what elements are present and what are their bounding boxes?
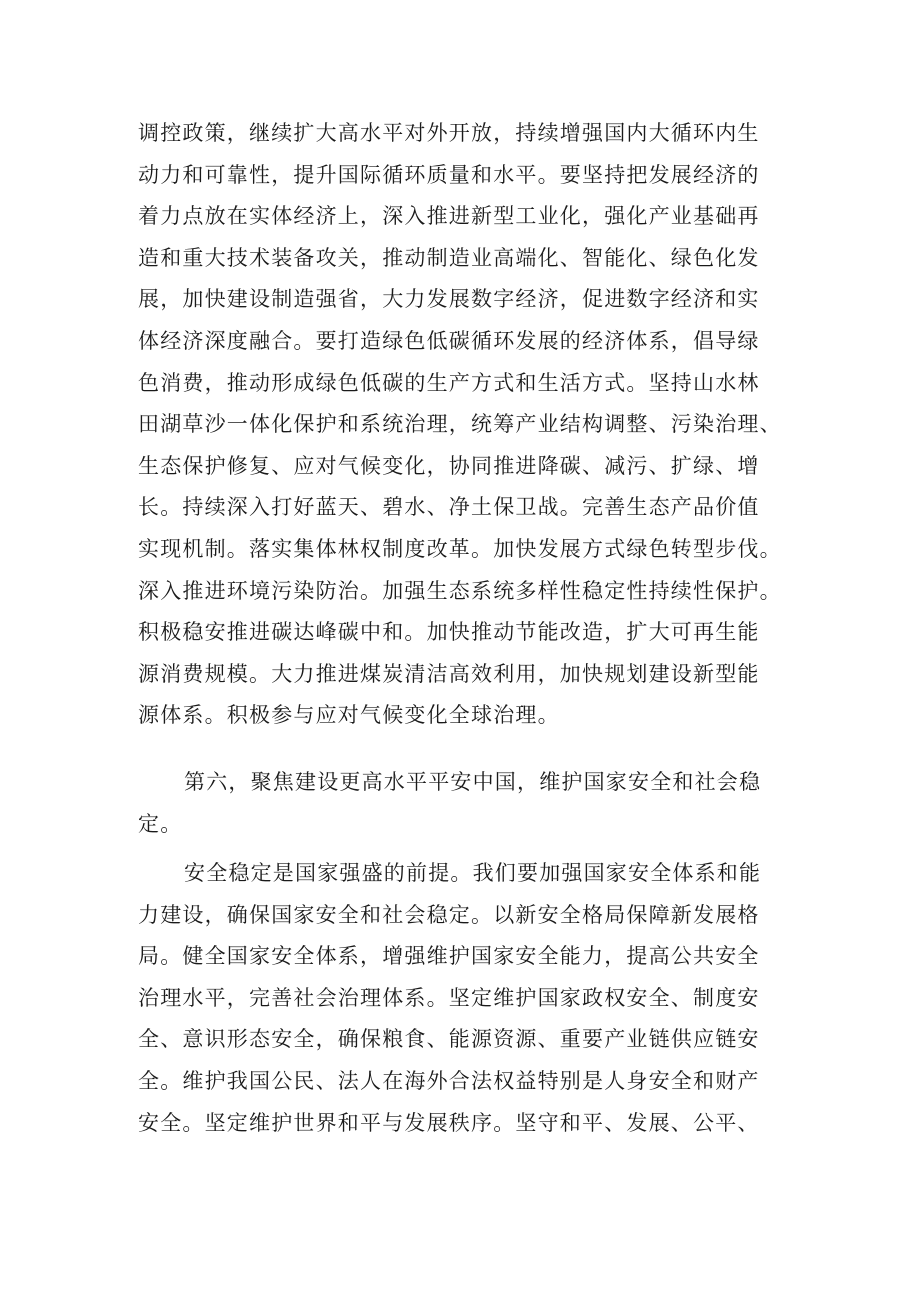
text-line: 局。健全国家安全体系，增强维护国家安全能力，提高公共安全	[138, 944, 760, 969]
paragraph-national-security	[138, 853, 788, 1144]
text-line: 治理水平，完善社会治理体系。坚定维护国家政权安全、制度安	[138, 985, 760, 1010]
text-line: 源体系。积极参与应对气候变化全球治理。	[138, 703, 560, 728]
text-line: 动力和可靠性，提升国际循环质量和水平。要坚持把发展经济的	[138, 162, 760, 187]
text-line: 着力点放在实体经济上，深入推进新型工业化，强化产业基础再	[138, 204, 760, 229]
text-line: 体经济深度融合。要打造绿色低碳循环发展的经济体系，倡导绿	[138, 328, 760, 353]
text-line: 实现机制。落实集体林权制度改革。加快发展方式绿色转型步伐。	[138, 536, 782, 561]
text-line: 长。持续深入打好蓝天、碧水、净土保卫战。完善生态产品价值	[138, 495, 760, 520]
text-line: 造和重大技术装备攻关，推动制造业高端化、智能化、绿色化发	[138, 245, 760, 270]
text-line: 积极稳安推进碳达峰碳中和。加快推动节能改造，扩大可再生能	[138, 620, 760, 645]
paragraph-environment-economy	[138, 113, 788, 737]
text-line: 力建设，确保国家安全和社会稳定。以新安全格局保障新发展格	[138, 902, 760, 927]
text-line: 生态保护修复、应对气候变化，协同推进降碳、减污、扩绿、增	[138, 453, 760, 478]
paragraph-section-six-heading	[138, 762, 788, 845]
text-line: 田湖草沙一体化保护和系统治理，统筹产业结构调整、污染治理、	[138, 412, 782, 437]
text-line: 全、意识形态安全，确保粮食、能源资源、重要产业链供应链安	[138, 1027, 760, 1052]
text-line: 源消费规模。大力推进煤炭清洁高效利用，加快规划建设新型能	[138, 661, 760, 686]
text-line: 安全。坚定维护世界和平与发展秩序。坚守和平、发展、公平、	[138, 1110, 760, 1135]
text-line: 安全稳定是国家强盛的前提。我们要加强国家安全体系和能	[184, 861, 762, 885]
text-line: 色消费，推动形成绿色低碳的生产方式和生活方式。坚持山水林	[138, 370, 760, 395]
text-line: 定。	[138, 811, 183, 836]
text-line: 第六，聚焦建设更高水平平安中国，维护国家安全和社会稳	[184, 770, 762, 794]
text-line: 深入推进环境污染防治。加强生态系统多样性稳定性持续性保护。	[138, 578, 782, 603]
text-line: 全。维护我国公民、法人在海外合法权益特别是人身安全和财产	[138, 1068, 760, 1093]
text-line: 调控政策，继续扩大高水平对外开放，持续增强国内大循环内生	[138, 121, 760, 145]
text-line: 展，加快建设制造强省，大力发展数字经济，促进数字经济和实	[138, 287, 760, 312]
